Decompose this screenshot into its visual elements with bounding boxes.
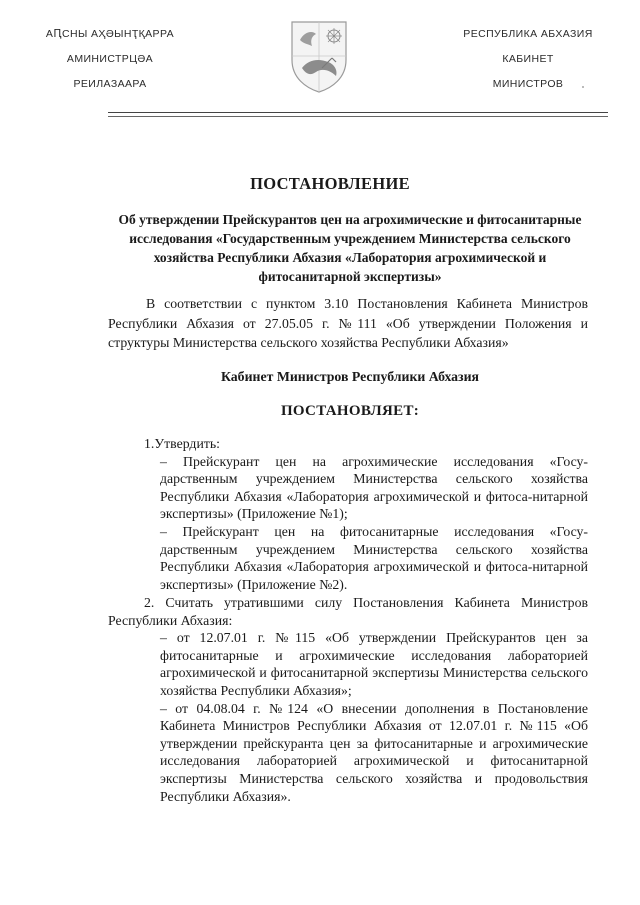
letterhead-abkhaz [10,22,210,97]
issuer: Кабинет Министров Республики Абхазия [220,369,480,384]
clause-1-item-1: – Прейскурант цен на агрохимические исследования «Госу-дарственным учреждением Министерства сельского хозяйства Республики Абхазия «Лаборатория агрохимической и фитоса-нитарной экспертизы» (Приложение №1); [160,453,588,522]
preamble-text: В соответствии с пунктом 3.10 Постановления Кабинета Министров Республики Абхазия от 27.05.05 г. №111 «Об утверждении Положения и структуры Министерства сельского хозяйства Республики Абхазия» [108,296,588,350]
letterhead-right-line-2: КАБИНЕТ [502,53,554,65]
letterhead-right-line-3: МИНИСТРОВ [492,78,564,90]
scan-speck [582,86,584,88]
clause-2-item-2: – от 04.08.04 г. №124 «О внесении дополнения в Постановление Кабинета Министров Республики Абхазия от 12.07.01 г. №115 «Об утверждении прейскуранта цен за фитосанитарные и агрохимические исследования лабораторией агрохимической и фитосанитарной экспертизы Министерства сельского хозяйства и продовольствия Республики Абхазия». [160,700,588,804]
letterhead-divider-thin [108,116,608,117]
decides-heading: ПОСТАНОВЛЯЕТ: [280,403,420,419]
letterhead-russian [428,22,628,97]
document-subtitle: Об утверждении Прейскурантов цен на агрохимические и фитосанитарные исследования «Государственным учреждением Министерства сельского хозяйства Республики Абхазия «Лаборатория агрохимической и фитосанитарной экспертизы» [118,212,582,284]
clause-2 [108,594,588,805]
letterhead-left-line-3: РЕИЛАЗААРА [73,78,147,90]
clause-1-lead: 1.Утвердить: [144,436,220,451]
letterhead-left-line-1: АԤСНЫ АҲӘЫНҬҚАРРА [45,28,175,40]
letterhead-right-line-1: РЕСПУБЛИКА АБХАЗИЯ [463,28,593,40]
letterhead-divider [108,112,608,113]
clause-1-item-2: – Прейскурант цен на фитосанитарные исследования «Госу-дарственным учреждением Министерства сельского хозяйства Республики Абхазия «Лаборатория агрохимической и фитоса-нитарной экспертизы» (Приложение №2). [160,523,588,592]
clause-1 [108,435,588,593]
coat-of-arms-icon [288,18,350,94]
document-title: ПОСТАНОВЛЕНИЕ [250,174,410,193]
letterhead-left-line-2: АМИНИСТРЦӘА [66,53,154,65]
preamble [108,294,588,353]
clause-2-item-1: – от 12.07.01 г. №115 «Об утверждении Прейскурантов цен за фитосанитарные и агрохимические исследования лабораторией агрохимической и фитосанитарной экспертизы Министерства сельского хозяйства Республики Абхазия»; [160,630,588,698]
clause-2-lead: 2. Считать утратившими силу Постановления Кабинета Министров Республики Абхазия: [108,595,588,628]
